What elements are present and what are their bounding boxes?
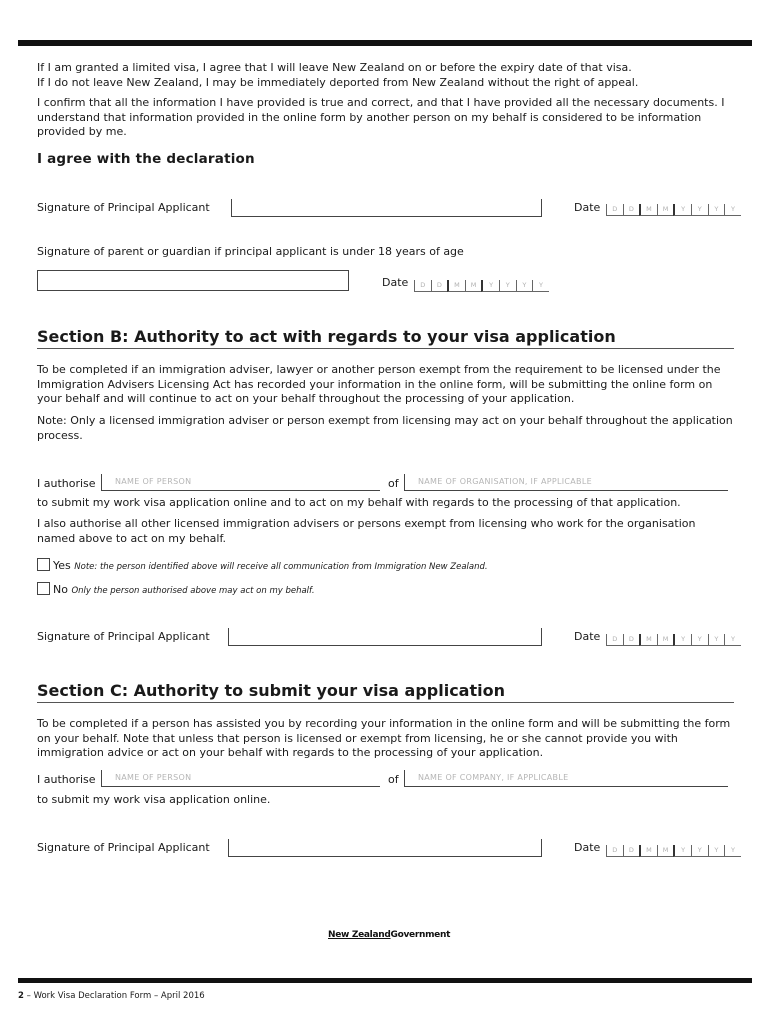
date-cell: D	[414, 280, 431, 292]
date-cell: M	[657, 845, 674, 857]
yes-note: Note: the person identified above will receive all communication from Immigration New Zealand.	[74, 562, 488, 572]
section-b-date-label: Date	[574, 630, 601, 643]
date-cell: M	[639, 845, 657, 857]
principal-signature-label: Signature of Principal Applicant	[37, 201, 210, 214]
declaration-confirm: I confirm that all the information I have provided is true and correct, and that I have provided all the necessary documents. I understand that information provided in the online form by another person on my behalf is considered to be information provided by me.	[37, 96, 725, 138]
date-cell: Y	[673, 204, 691, 216]
section-c-signature-box[interactable]	[228, 839, 542, 857]
section-b-date-field[interactable]	[606, 634, 741, 645]
footer	[18, 989, 205, 1004]
section-b-submit-text: to submit my work visa application online and to act on my behalf with regards to the processing of that application.	[37, 496, 681, 509]
principal-date-field[interactable]	[606, 204, 741, 215]
section-b-note: Note: Only a licensed immigration adviser or person exempt from licensing may act on your behalf throughout the application process.	[37, 414, 733, 442]
date-cell: Y	[724, 634, 741, 646]
principal-signature-box[interactable]	[231, 199, 542, 217]
date-cell: Y	[724, 845, 741, 857]
date-cell: M	[639, 204, 657, 216]
footer-text: – Work Visa Declaration Form – April 2016	[23, 991, 205, 1001]
no-checkbox[interactable]	[37, 582, 50, 595]
date-cell: Y	[673, 634, 691, 646]
logo-nz: New Zealand	[328, 930, 391, 940]
yes-label: Yes	[53, 559, 71, 572]
section-b-intro: To be completed if an immigration adviser, lawyer or another person exempt from the requirement to be licensed under the Immigration Advisers Licensing Act has recorded your information in the online form, will be submitting the online form on your behalf and will continue to act on your behalf throughout the processing of your application.	[37, 363, 721, 405]
date-cell: Y	[481, 280, 499, 292]
guardian-signature-label: Signature of parent or guardian if principal applicant is under 18 years of age	[37, 245, 464, 258]
bottom-rule	[18, 978, 752, 983]
date-cell: D	[606, 204, 623, 216]
organisation-input[interactable]: NAME OF ORGANISATION, IF APPLICABLE	[404, 474, 728, 491]
nz-government-logo	[328, 928, 450, 943]
section-c-intro: To be completed if a person has assisted you by recording your information in the online form and will be submitting the form on your behalf. Note that unless that person is licensed or exempt from licensing, he or she cannot provide you with immigration advice or act on your behalf with regards to the processing of your application.	[37, 717, 731, 759]
guardian-signature-box[interactable]	[37, 270, 349, 291]
section-b-signature-box[interactable]	[228, 628, 542, 646]
yes-option[interactable]	[37, 558, 488, 575]
date-cell: D	[623, 634, 640, 646]
date-cell: M	[657, 204, 674, 216]
section-c-authorise-label: I authorise	[37, 773, 96, 786]
date-cell: M	[465, 280, 482, 292]
logo-gov: Government	[390, 930, 451, 940]
top-rule	[18, 40, 752, 46]
agree-heading: I agree with the declaration	[37, 151, 255, 167]
date-cell: M	[639, 634, 657, 646]
date-cell: D	[623, 204, 640, 216]
section-b-signature-label: Signature of Principal Applicant	[37, 630, 210, 643]
section-c-submit-text: to submit my work visa application online.	[37, 793, 271, 806]
date-cell: D	[606, 634, 623, 646]
section-c-of-label: of	[388, 773, 399, 786]
date-cell: M	[657, 634, 674, 646]
date-cell: Y	[691, 204, 708, 216]
section-c-date-field[interactable]	[606, 845, 741, 856]
section-b-heading: Section B: Authority to act with regards to your visa application	[37, 330, 734, 349]
of-label: of	[388, 477, 399, 490]
section-c-signature-label: Signature of Principal Applicant	[37, 841, 210, 854]
date-cell: D	[623, 845, 640, 857]
section-c-person-input[interactable]: NAME OF PERSON	[101, 770, 380, 787]
date-cell: D	[606, 845, 623, 857]
no-option[interactable]	[37, 582, 315, 599]
no-note: Only the person authorised above may act on my behalf.	[71, 586, 315, 596]
date-cell: Y	[499, 280, 516, 292]
person-name-input[interactable]: NAME OF PERSON	[101, 474, 380, 491]
declaration-line-2: If I do not leave New Zealand, I may be immediately deported from New Zealand without the right of appeal.	[37, 75, 639, 89]
date-cell: Y	[691, 845, 708, 857]
date-cell: Y	[708, 634, 725, 646]
date-cell: Y	[532, 280, 549, 292]
date-cell: Y	[724, 204, 741, 216]
date-label: Date	[574, 201, 601, 214]
date-cell: Y	[673, 845, 691, 857]
date-cell: Y	[708, 845, 725, 857]
section-c-date-label: Date	[574, 841, 601, 854]
authorise-label: I authorise	[37, 477, 96, 490]
date-cell: D	[431, 280, 448, 292]
date-cell: Y	[691, 634, 708, 646]
yes-checkbox[interactable]	[37, 558, 50, 571]
company-input[interactable]: NAME OF COMPANY, IF APPLICABLE	[404, 770, 728, 787]
section-c-heading: Section C: Authority to submit your visa application	[37, 684, 734, 703]
date-cell: M	[447, 280, 465, 292]
date-cell: Y	[708, 204, 725, 216]
declaration-line-1: If I am granted a limited visa, I agree that I will leave New Zealand on or before the expiry date of that visa.	[37, 61, 632, 74]
guardian-date-label: Date	[382, 276, 409, 289]
declaration-text	[37, 61, 737, 90]
page-number: 2	[18, 991, 24, 1001]
section-b-also-text: I also authorise all other licensed immigration advisers or persons exempt from licensing who work for the organisation named above to act on my behalf.	[37, 517, 696, 545]
date-cell: Y	[516, 280, 533, 292]
guardian-date-field[interactable]	[414, 280, 549, 291]
no-label: No	[53, 583, 68, 596]
